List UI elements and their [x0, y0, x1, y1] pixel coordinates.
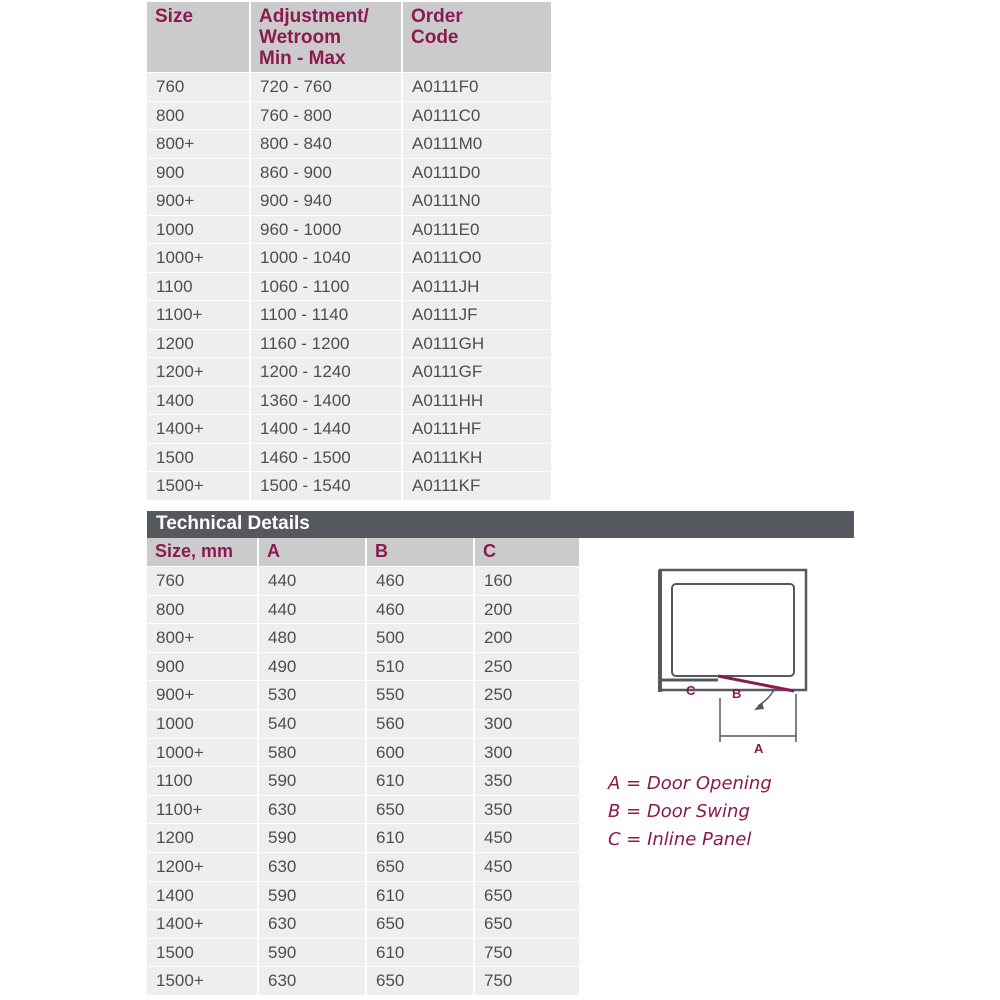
- c-cell: 350: [473, 767, 579, 795]
- order-code-cell: A0111C0: [401, 102, 551, 130]
- table-row: [147, 300, 551, 329]
- table-row: [147, 823, 579, 852]
- a-cell: 440: [257, 567, 365, 595]
- tech-table-header: [147, 538, 579, 566]
- range-cell: 1400 - 1440: [249, 415, 401, 443]
- table-row: [147, 766, 579, 795]
- order-code-cell: A0111GH: [401, 330, 551, 358]
- size-cell: 800+: [156, 628, 195, 648]
- table-row: [147, 329, 551, 358]
- table-row: [147, 443, 551, 472]
- order-table-body: [147, 72, 551, 500]
- range-cell: 960 - 1000: [249, 216, 401, 244]
- table-row: [147, 709, 579, 738]
- c-cell: 750: [473, 967, 579, 995]
- b-cell: 460: [365, 567, 473, 595]
- a-cell: 630: [257, 796, 365, 824]
- a-cell: 540: [257, 710, 365, 738]
- size-cell: 1500+: [156, 971, 204, 991]
- table-row: [147, 680, 579, 709]
- tech-header-c: C: [473, 538, 579, 566]
- a-cell: 530: [257, 681, 365, 709]
- tech-table-body: [147, 566, 579, 995]
- size-cell: 800: [156, 599, 185, 619]
- table-row: [147, 129, 551, 158]
- b-cell: 560: [365, 710, 473, 738]
- technical-details-bar: [147, 511, 854, 538]
- range-cell: 720 - 760: [249, 73, 401, 101]
- size-cell: 760: [156, 77, 185, 96]
- size-cell: 1400+: [156, 419, 204, 438]
- c-cell: 200: [473, 624, 579, 652]
- table-row: [147, 414, 551, 443]
- a-cell: 630: [257, 910, 365, 938]
- size-cell: 1400: [156, 885, 194, 905]
- order-code-cell: A0111O0: [401, 244, 551, 272]
- c-cell: 750: [473, 939, 579, 967]
- label-c: C: [686, 683, 696, 698]
- range-cell: 1060 - 1100: [249, 273, 401, 301]
- a-cell: 440: [257, 596, 365, 624]
- technical-details-table: [147, 538, 579, 995]
- tech-header-b: B: [365, 538, 473, 566]
- order-code-table: [147, 2, 551, 500]
- order-code-cell: A0111E0: [401, 216, 551, 244]
- size-cell: 1000+: [156, 742, 204, 762]
- range-cell: 1100 - 1140: [249, 301, 401, 329]
- b-cell: 460: [365, 596, 473, 624]
- size-cell: 900+: [156, 191, 195, 210]
- table-row: [147, 966, 579, 995]
- c-cell: 450: [473, 824, 579, 852]
- size-cell: 900: [156, 656, 185, 676]
- technical-details-title: Technical Details: [156, 513, 310, 534]
- header-adjustment-line2: Wetroom: [259, 27, 341, 48]
- c-cell: 650: [473, 882, 579, 910]
- table-row: [147, 938, 579, 967]
- c-cell: 250: [473, 653, 579, 681]
- table-row: [147, 566, 579, 595]
- size-cell: 1500: [156, 447, 194, 467]
- a-cell: 590: [257, 939, 365, 967]
- tech-header-size: Size, mm: [155, 541, 234, 561]
- size-cell: 1100+: [156, 799, 203, 819]
- shower-tray: [672, 584, 794, 676]
- b-cell: 610: [365, 882, 473, 910]
- size-cell: 1200+: [156, 362, 204, 381]
- size-cell: 800: [156, 105, 185, 125]
- b-cell: 650: [365, 853, 473, 881]
- size-cell: 1100: [156, 276, 193, 296]
- b-cell: 610: [365, 824, 473, 852]
- b-cell: 650: [365, 967, 473, 995]
- c-cell: 200: [473, 596, 579, 624]
- header-order-code: [401, 2, 551, 72]
- table-row: [147, 852, 579, 881]
- b-cell: 510: [365, 653, 473, 681]
- b-cell: 610: [365, 939, 473, 967]
- order-code-cell: A0111GF: [401, 358, 551, 386]
- size-cell: 1200: [156, 333, 194, 353]
- door-layout-diagram: [640, 560, 840, 760]
- table-row: [147, 243, 551, 272]
- b-cell: 650: [365, 910, 473, 938]
- range-cell: 900 - 940: [249, 187, 401, 215]
- a-cell: 580: [257, 739, 365, 767]
- size-cell: 1000: [156, 219, 194, 239]
- size-cell: 1500: [156, 942, 194, 962]
- size-cell: 1000+: [156, 248, 204, 267]
- c-cell: 450: [473, 853, 579, 881]
- b-cell: 500: [365, 624, 473, 652]
- order-code-cell: A0111KH: [401, 444, 551, 472]
- order-code-cell: A0111HH: [401, 387, 551, 415]
- size-cell: 1000: [156, 713, 194, 733]
- range-cell: 1360 - 1400: [249, 387, 401, 415]
- header-order-line2: Code: [411, 27, 459, 48]
- range-cell: 1000 - 1040: [249, 244, 401, 272]
- legend-door-opening: A = Door Opening: [608, 773, 772, 794]
- order-code-cell: A0111M0: [401, 130, 551, 158]
- header-size: [147, 2, 249, 72]
- a-cell: 590: [257, 824, 365, 852]
- table-row: [147, 101, 551, 130]
- c-cell: 300: [473, 739, 579, 767]
- order-table-header: [147, 2, 551, 72]
- enclosure-frame: [660, 570, 806, 690]
- table-row: [147, 881, 579, 910]
- order-code-cell: A0111HF: [401, 415, 551, 443]
- table-row: [147, 215, 551, 244]
- b-cell: 550: [365, 681, 473, 709]
- range-cell: 800 - 840: [249, 130, 401, 158]
- size-cell: 1100+: [156, 305, 203, 324]
- a-cell: 630: [257, 853, 365, 881]
- legend-door-swing: B = Door Swing: [608, 801, 750, 822]
- table-row: [147, 186, 551, 215]
- a-cell: 480: [257, 624, 365, 652]
- range-cell: 860 - 900: [249, 159, 401, 187]
- size-cell: 1400+: [156, 914, 204, 934]
- header-adjustment: [249, 2, 401, 72]
- legend-inline-panel: C = Inline Panel: [608, 829, 752, 850]
- header-order-line1: Order: [411, 6, 463, 27]
- size-cell: 1200: [156, 828, 194, 848]
- table-row: [147, 158, 551, 187]
- range-cell: 1460 - 1500: [249, 444, 401, 472]
- table-row: [147, 909, 579, 938]
- range-cell: 1200 - 1240: [249, 358, 401, 386]
- label-a: A: [754, 741, 764, 756]
- order-code-cell: A0111N0: [401, 187, 551, 215]
- table-row: [147, 471, 551, 500]
- table-row: [147, 357, 551, 386]
- c-cell: 650: [473, 910, 579, 938]
- a-cell: 630: [257, 967, 365, 995]
- table-row: [147, 72, 551, 101]
- range-cell: 760 - 800: [249, 102, 401, 130]
- c-cell: 350: [473, 796, 579, 824]
- range-cell: 1500 - 1540: [249, 472, 401, 500]
- c-cell: 250: [473, 681, 579, 709]
- range-cell: 1160 - 1200: [249, 330, 401, 358]
- header-adjustment-line1: Adjustment/: [259, 6, 369, 27]
- table-row: [147, 386, 551, 415]
- size-cell: 760: [156, 571, 185, 590]
- b-cell: 600: [365, 739, 473, 767]
- c-cell: 300: [473, 710, 579, 738]
- size-cell: 1400: [156, 390, 194, 410]
- table-row: [147, 738, 579, 767]
- table-row: [147, 652, 579, 681]
- label-b: B: [732, 686, 742, 701]
- order-code-cell: A0111D0: [401, 159, 551, 187]
- table-row: [147, 623, 579, 652]
- table-row: [147, 595, 579, 624]
- header-adjustment-line3: Min - Max: [259, 48, 346, 69]
- order-code-cell: A0111JH: [401, 273, 551, 301]
- table-row: [147, 272, 551, 301]
- diagram-legend: [608, 770, 772, 854]
- a-cell: 590: [257, 882, 365, 910]
- c-cell: 160: [473, 567, 579, 595]
- order-code-cell: A0111KF: [401, 472, 551, 500]
- header-size-label: Size: [155, 6, 194, 27]
- size-cell: 1100: [156, 771, 193, 791]
- order-code-cell: A0111F0: [401, 73, 551, 101]
- a-cell: 490: [257, 653, 365, 681]
- order-code-cell: A0111JF: [401, 301, 551, 329]
- a-cell: 590: [257, 767, 365, 795]
- table-row: [147, 795, 579, 824]
- size-cell: 900+: [156, 685, 195, 705]
- size-cell: 1200+: [156, 856, 204, 876]
- b-cell: 650: [365, 796, 473, 824]
- size-cell: 1500+: [156, 476, 204, 495]
- b-cell: 610: [365, 767, 473, 795]
- size-cell: 900: [156, 162, 185, 182]
- tech-header-a: A: [257, 538, 365, 566]
- size-cell: 800+: [156, 134, 195, 153]
